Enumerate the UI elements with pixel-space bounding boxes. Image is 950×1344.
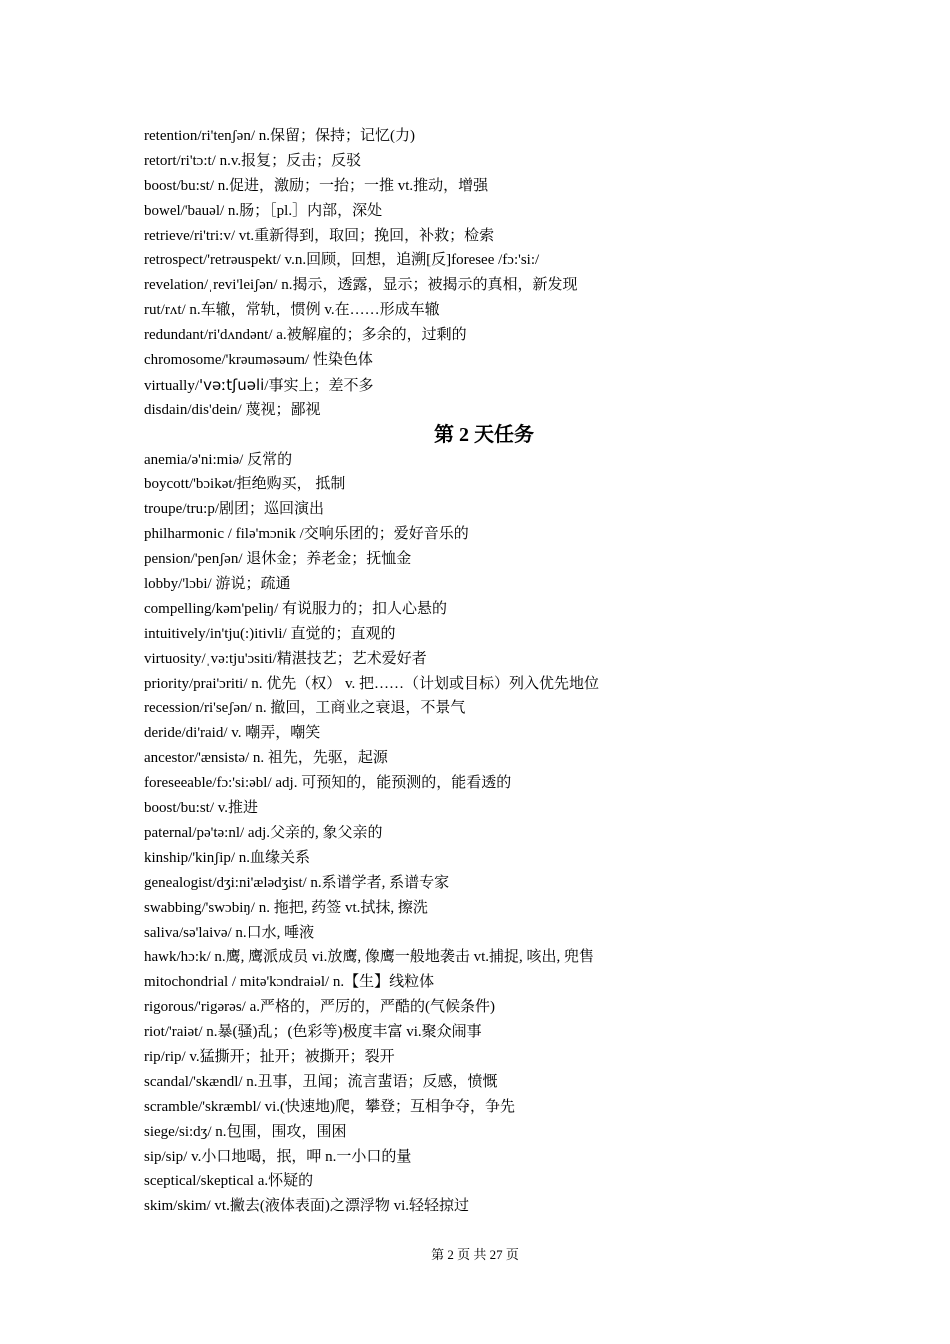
vocab-entry: boycott/'bɔikət/拒绝购买， 抵制 (144, 476, 346, 493)
vocab-entry: saliva/sə'laivə/ n.口水, 唾液 (144, 924, 315, 941)
vocab-entry: revelation/ˌrevi'leiʃən/ n.揭示，透露，显示；被揭示的真相，新发现 (144, 277, 578, 294)
vocab-entry: mitochondrial / mitə'kɔndraiəl/ n.【生】线粒体 (144, 974, 435, 991)
vocab-entry: rut/rʌt/ n.车辙，常轨，惯例 v.在……形成车辙 (144, 302, 440, 319)
vocab-entry: hawk/hɔ:k/ n.鹰, 鹰派成员 vi.放鹰, 像鹰一般地袭击 vt.捕捉, 咳出, 兜售 (144, 949, 594, 966)
vocab-entry: priority/prai'ɔriti/ n. 优先（权） v. 把……（计划或目标）列入优先地位 (144, 675, 600, 692)
vocab-entry: ancestor/'ænsistə/ n. 祖先，先驱，起源 (144, 750, 388, 767)
vocab-entry: genealogist/dʒi:ni'ælədʒist/ n.系谱学者, 系谱专家 (144, 874, 450, 891)
vocab-entry: paternal/pə'tə:nl/ adj.父亲的, 象父亲的 (144, 824, 383, 841)
vocab-entry: lobby/'lɔbi/ 游说；疏通 (144, 576, 291, 593)
vocab-entry: scramble/'skræmbl/ vi.(快速地)爬，攀登；互相争夺，争先 (144, 1098, 516, 1115)
vocab-definition: /事实上；差不多 (264, 377, 374, 394)
vocab-entry: siege/si:dʒ/ n.包围，围攻，围困 (144, 1123, 347, 1140)
vocab-entry: scandal/'skændl/ n.丑事，丑闻；流言蜚语；反感，愤慨 (144, 1073, 498, 1090)
vocab-entry: redundant/ri'dʌndənt/ a.被解雇的；多余的，过剩的 (144, 327, 467, 344)
vocab-entry: pension/'penʃən/ 退休金；养老金；抚恤金 (144, 551, 412, 568)
vocab-entry: sip/sip/ v.小口地喝，抿，呷 n.一小口的量 (144, 1148, 412, 1165)
vocab-entry: skim/skim/ vt.撇去(液体表面)之漂浮物 vi.轻轻掠过 (144, 1198, 470, 1215)
vocab-entry: recession/ri'seʃən/ n. 撤回，工商业之衰退，不景气 (144, 700, 466, 717)
vocab-entry: retrieve/ri'tri:v/ vt.重新得到，取回；挽回，补救；检索 (144, 227, 495, 244)
vocab-entry: retort/ri'tɔ:t/ n.v.报复；反击；反驳 (144, 152, 362, 169)
vocab-entry: chromosome/'krəuməsəum/ 性染色体 (144, 352, 373, 369)
vocab-entry: kinship/'kinʃip/ n.血缘关系 (144, 849, 311, 866)
vocab-entry: sceptical/skeptical a.怀疑的 (144, 1173, 314, 1190)
vocab-entry: swabbing/'swɔbiŋ/ n. 拖把, 药签 vt.拭抹, 擦洗 (144, 899, 428, 916)
section-heading: 第 2 天任务 (434, 423, 534, 446)
vocab-phonetic: 'vəːtʃuəli (199, 375, 265, 394)
vocab-entry: disdain/dis'dein/ 蔑视；鄙视 (144, 401, 321, 418)
vocab-word: virtually/ (144, 377, 199, 394)
vocab-entry-virtually (144, 373, 824, 398)
vocab-entry: intuitively/in'tju(:)itivli/ 直觉的；直观的 (144, 625, 396, 642)
vocab-entry: rip/rip/ v.猛撕开；扯开；被撕开；裂开 (144, 1048, 395, 1065)
vocab-entry: rigorous/'rigərəs/ a.严格的，严厉的，严酷的(气候条件) (144, 999, 495, 1016)
vocab-entry: boost/bu:st/ n.促进，激励；一抬；一推 vt.推动，增强 (144, 177, 489, 194)
vocab-entry: anemia/ə'ni:miə/ 反常的 (144, 451, 293, 468)
vocab-entry: retrospect/'retrəuspekt/ v.n.回顾，回想，追溯[反]foresee /fɔ:'si:/ (144, 252, 540, 269)
page-footer: 第 2 页 共 27 页 (431, 1247, 519, 1262)
vocab-entry: boost/bu:st/ v.推进 (144, 800, 259, 817)
vocab-entry: deride/di'raid/ v. 嘲弄，嘲笑 (144, 725, 321, 742)
vocab-entry: bowel/'bauəl/ n.肠；［pl.］内部，深处 (144, 202, 383, 219)
vocab-entry: foreseeable/fɔ:'si:əbl/ adj. 可预知的，能预测的，能看透的 (144, 775, 512, 792)
vocab-entry: compelling/kəm'peliŋ/ 有说服力的；扣人心悬的 (144, 600, 448, 617)
vocab-entry: virtuosity/ˌvə:tju'ɔsiti/精湛技艺；艺术爱好者 (144, 650, 427, 667)
vocab-entry: troupe/tru:p/剧团；巡回演出 (144, 501, 324, 518)
vocab-entry: retention/ri'tenʃən/ n.保留；保持；记忆(力) (144, 128, 415, 144)
vocab-entry: philharmonic / filə'mɔnik /交响乐团的；爱好音乐的 (144, 526, 469, 543)
vocabulary-list (144, 124, 824, 1219)
vocab-entry: riot/'raiət/ n.暴(骚)乱；(色彩等)极度丰富 vi.聚众闹事 (144, 1024, 482, 1041)
